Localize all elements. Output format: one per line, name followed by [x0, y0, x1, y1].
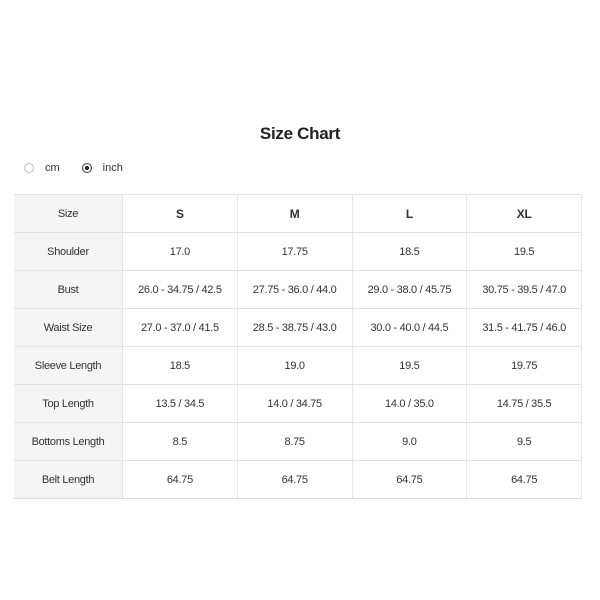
table-cell: 17.0: [123, 233, 238, 271]
size-header-xl: XL: [467, 195, 582, 233]
table-cell: 19.75: [467, 347, 582, 385]
radio-unchecked-icon[interactable]: [24, 163, 34, 173]
table-cell: 19.5: [352, 347, 467, 385]
table-cell: 18.5: [352, 233, 467, 271]
table-cell: 14.0 / 34.75: [237, 385, 352, 423]
row-label: Waist Size: [14, 309, 123, 347]
table-cell: 64.75: [123, 461, 238, 499]
size-table: [14, 194, 582, 499]
row-label: Bottoms Length: [14, 423, 123, 461]
unit-option-label: cm: [45, 162, 60, 174]
unit-option-inch[interactable]: [82, 162, 123, 174]
table-cell: 18.5: [123, 347, 238, 385]
table-row: [14, 309, 582, 347]
page-title: Size Chart: [259, 124, 341, 143]
radio-checked-icon[interactable]: [82, 163, 92, 173]
table-cell: 13.5 / 34.5: [123, 385, 238, 423]
table-cell: 30.75 - 39.5 / 47.0: [467, 271, 582, 309]
table-cell: 17.75: [237, 233, 352, 271]
table-cell: 14.75 / 35.5: [467, 385, 582, 423]
table-row: [14, 423, 582, 461]
unit-option-label: inch: [102, 162, 123, 174]
unit-toggle: [24, 162, 145, 174]
table-cell: 26.0 - 34.75 / 42.5: [123, 271, 238, 309]
table-cell: 64.75: [467, 461, 582, 499]
table-cell: 8.5: [123, 423, 238, 461]
row-label: Top Length: [14, 385, 123, 423]
table-row: [14, 347, 582, 385]
table-cell: 19.5: [467, 233, 582, 271]
table-cell: 30.0 - 40.0 / 44.5: [352, 309, 467, 347]
row-label: Sleeve Length: [14, 347, 123, 385]
row-label: Bust: [14, 271, 123, 309]
table-cell: 19.0: [237, 347, 352, 385]
table-cell: 64.75: [352, 461, 467, 499]
table-cell: 27.0 - 37.0 / 41.5: [123, 309, 238, 347]
table-cell: 14.0 / 35.0: [352, 385, 467, 423]
table-cell: 64.75: [237, 461, 352, 499]
table-cell: 27.75 - 36.0 / 44.0: [237, 271, 352, 309]
table-cell: 28.5 - 38.75 / 43.0: [237, 309, 352, 347]
size-header-m: M: [237, 195, 352, 233]
table-row: [14, 385, 582, 423]
table-cell: 8.75: [237, 423, 352, 461]
row-label: Shoulder: [14, 233, 123, 271]
table-cell: 9.0: [352, 423, 467, 461]
header-label: Size: [14, 195, 123, 233]
table-cell: 31.5 - 41.75 / 46.0: [467, 309, 582, 347]
unit-option-cm[interactable]: [24, 162, 60, 174]
table-row: [14, 233, 582, 271]
table-header-row: [14, 195, 582, 233]
row-label: Belt Length: [14, 461, 123, 499]
table-cell: 9.5: [467, 423, 582, 461]
table-row: [14, 461, 582, 499]
size-header-s: S: [123, 195, 238, 233]
size-header-l: L: [352, 195, 467, 233]
table-cell: 29.0 - 38.0 / 45.75: [352, 271, 467, 309]
table-row: [14, 271, 582, 309]
